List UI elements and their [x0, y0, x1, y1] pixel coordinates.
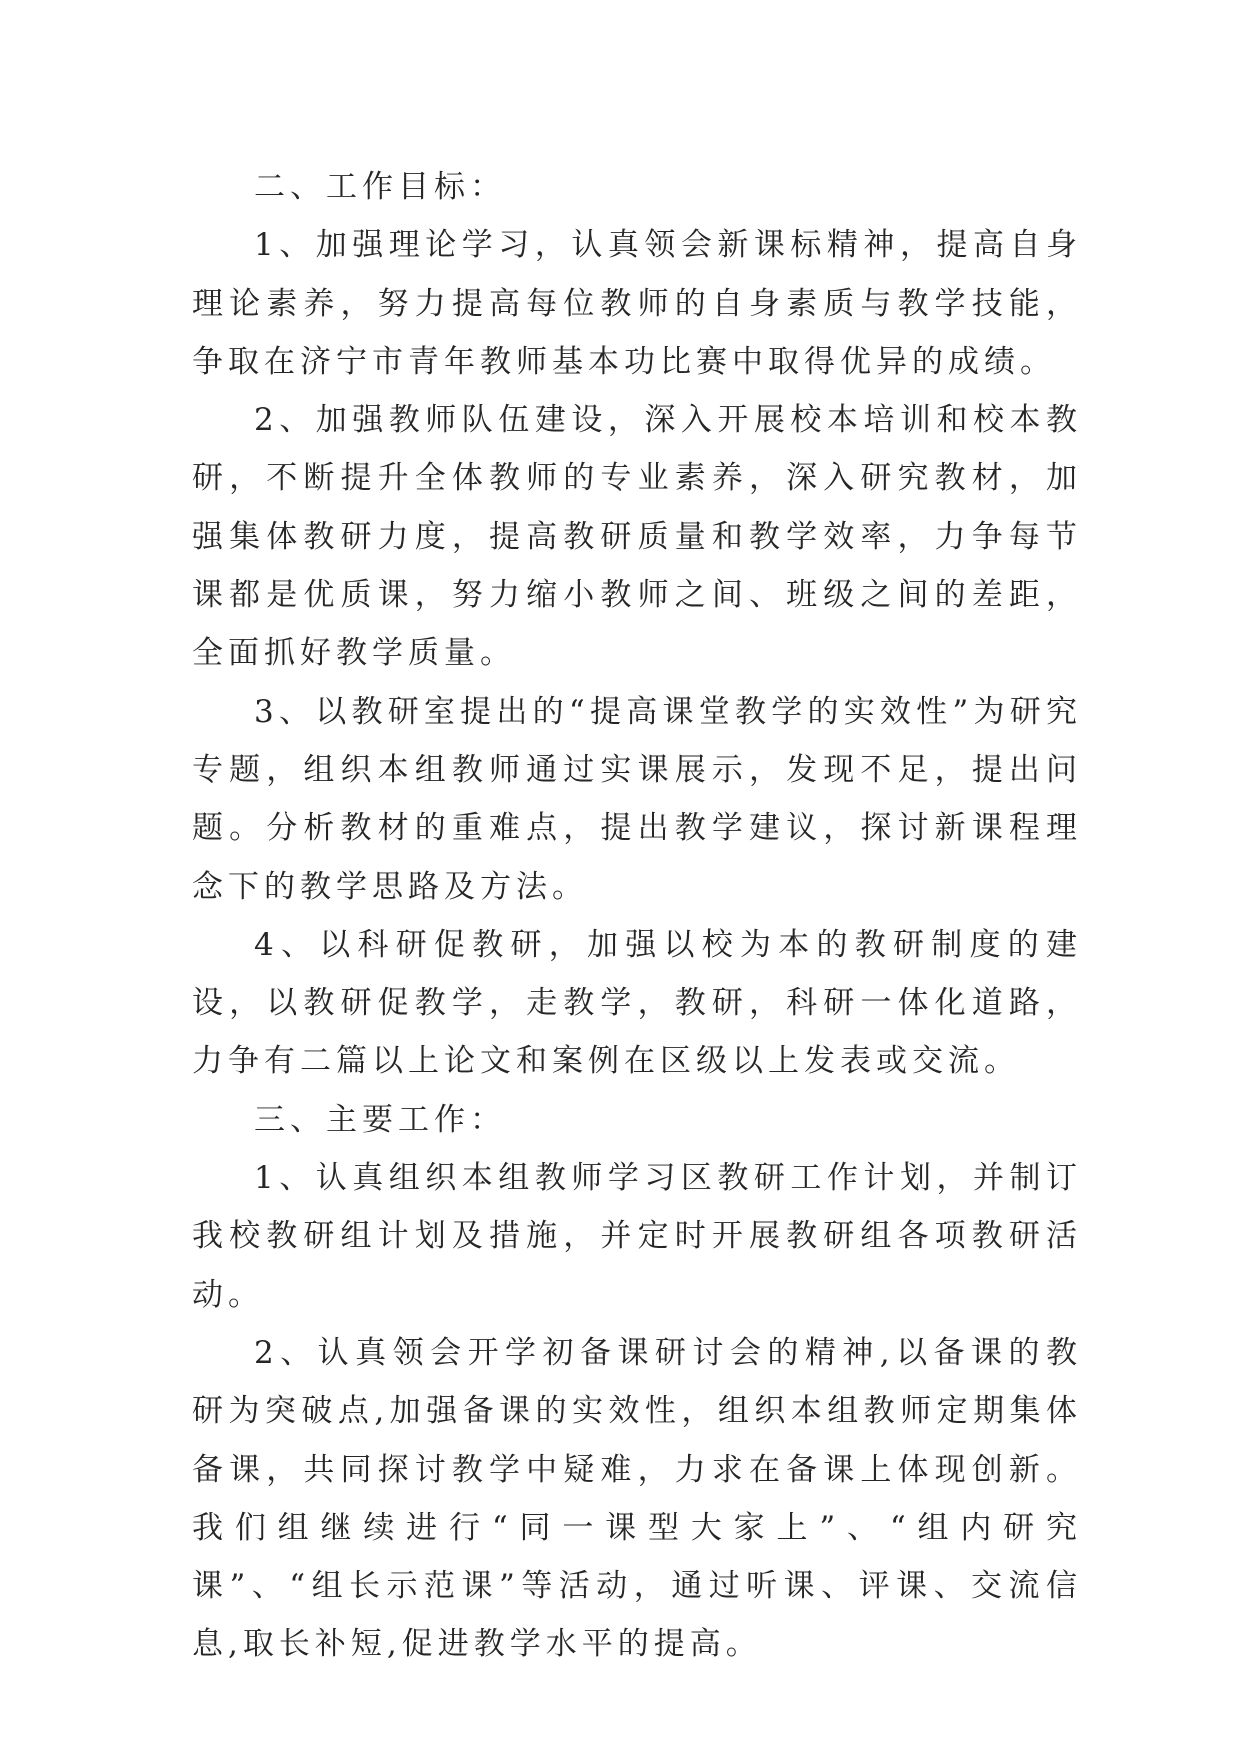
- document-body: [192, 158, 1082, 1674]
- work-item-2: 2、认真领会开学初备课研讨会的精神,以备课的教研为突破点,加强备课的实效性，组织本组教师定期集体备课，共同探讨教学中疑难，力求在备课上体现创新。我们组继续进行“同一课型大家上”、“组内研究课”、“组长示范课”等活动，通过听课、评课、交流信息,取长补短,促进教学水平的提高。: [192, 1334, 1082, 1663]
- goal-item-3: 3、以教研室提出的“提高课堂教学的实效性”为研究专题，组织本组教师通过实课展示，发现不足，提出问题。分析教材的重难点，提出教学建议，探讨新课程理念下的教学思路及方法。: [192, 693, 1082, 905]
- goal-item-1: 1、加强理论学习，认真领会新课标精神，提高自身理论素养，努力提高每位教师的自身素质与教学技能，争取在济宁市青年教师基本功比赛中取得优异的成绩。: [192, 227, 1082, 380]
- goal-item-4: 4、以科研促教研，加强以校为本的教研制度的建设，以教研促教学，走教学，教研，科研一体化道路，力争有二篇以上论文和案例在区级以上发表或交流。: [192, 926, 1082, 1080]
- section-heading-goals: 二、工作目标：: [254, 169, 506, 205]
- goal-item-2: 2、加强教师队伍建设，深入开展校本培训和校本教研，不断提升全体教师的专业素养，深入研究教材，加强集体教研力度，提高教研质量和教学效率，力争每节课都是优质课，努力缩小教师之间、班级之间的差距，全面抓好教学质量。: [192, 402, 1082, 672]
- work-item-1: 1、认真组织本组教师学习区教研工作计划，并制订我校教研组计划及措施，并定时开展教研组各项教研活动。: [192, 1160, 1082, 1313]
- section-heading-main-work: 三、主要工作：: [254, 1101, 506, 1138]
